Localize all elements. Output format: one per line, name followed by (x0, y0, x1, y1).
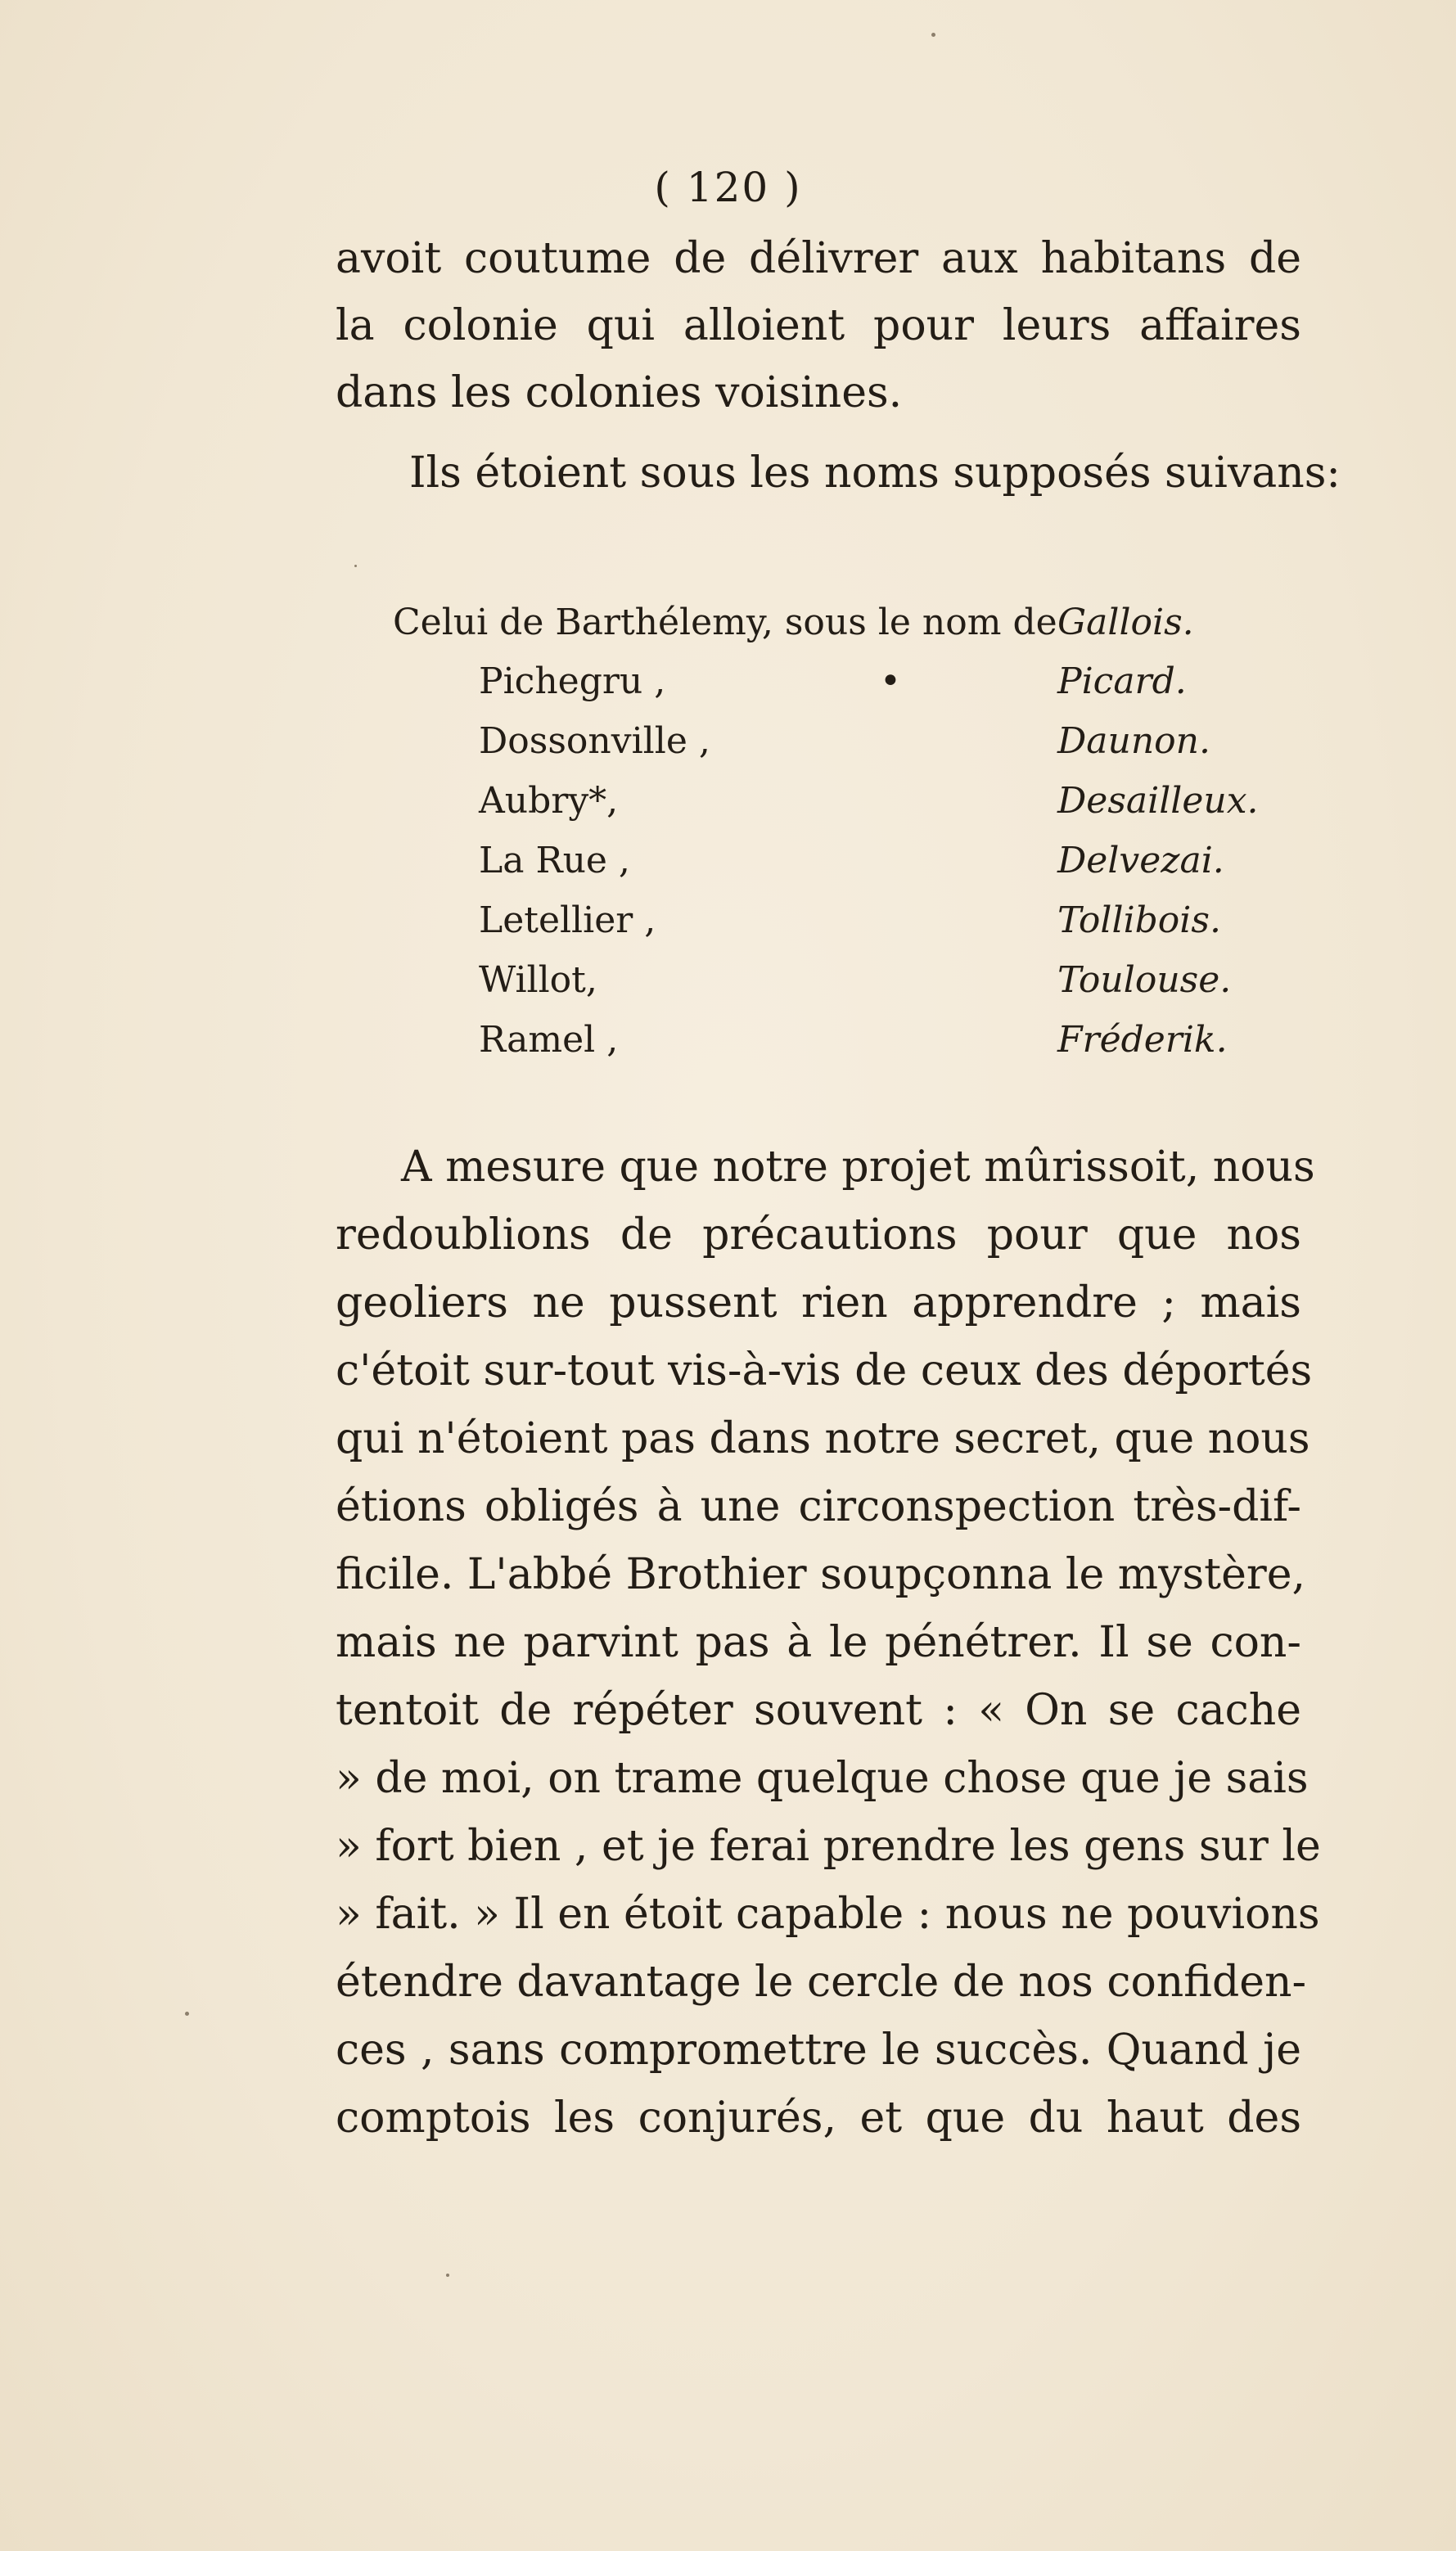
separator-dot: • (880, 660, 901, 702)
real-name: Celui de Barthélemy, sous le nom de (393, 602, 1057, 643)
assumed-name: Daunon. (1057, 720, 1210, 762)
text-line: étendre davantage le cercle de nos confiden- (336, 1958, 1307, 2007)
text-line: la colonie qui alloient pour leurs affaires (336, 301, 1301, 350)
assumed-name: Toulouse. (1057, 959, 1232, 1001)
text-line: dans les colonies voisines. (336, 368, 903, 417)
text-line: ficile. L'abbé Brothier soupçonna le mystère, (336, 1550, 1306, 1599)
assumed-name: Picard. (1057, 660, 1187, 702)
paper-speck (931, 33, 935, 37)
text-line: » fait. » Il en étoit capable : nous ne pouvions (336, 1890, 1320, 1939)
real-name: Pichegru , (479, 660, 666, 702)
text-line: avoit coutume de délivrer aux habitans de (336, 234, 1301, 283)
text-line: » fort bien , et je ferai prendre les gens sur le (336, 1822, 1321, 1871)
paper-speck (446, 2274, 449, 2277)
assumed-name: Desailleux. (1057, 780, 1259, 822)
page-number: ( 120 ) (654, 164, 802, 211)
text-line: comptois les conjurés, et que du haut des (336, 2094, 1301, 2143)
text-line: geoliers ne pussent rien apprendre ; mais (336, 1278, 1301, 1327)
alias-row (393, 1019, 1260, 1076)
real-name: Ramel , (479, 1019, 619, 1061)
alias-row (393, 959, 1260, 1016)
alias-row (393, 899, 1260, 957)
real-name: Dossonville , (479, 720, 710, 762)
paper-speck (354, 565, 357, 567)
real-name: Willot, (479, 959, 597, 1001)
text-line: qui n'étoient pas dans notre secret, que nous (336, 1414, 1310, 1463)
text-line: ces , sans compromettre le succès. Quand je (336, 2026, 1301, 2075)
alias-row (393, 602, 1260, 659)
assumed-name: Delvezai. (1057, 840, 1224, 881)
alias-row (393, 780, 1260, 837)
assumed-name: Tollibois. (1057, 899, 1221, 941)
text-line: c'étoit sur-tout vis-à-vis de ceux des déportés (336, 1346, 1313, 1395)
alias-row (393, 720, 1260, 777)
paper-speck (185, 2012, 189, 2016)
real-name: Aubry*, (479, 780, 619, 822)
real-name: La Rue , (479, 840, 630, 881)
alias-row (393, 840, 1260, 897)
text-line: tentoit de répéter souvent : « On se cache (336, 1686, 1301, 1735)
list-heading: Ils étoient sous les noms supposés suivans: (409, 448, 1341, 498)
real-name: Letellier , (479, 899, 656, 941)
text-line: étions obligés à une circonspection très-dif- (336, 1482, 1301, 1531)
text-line: redoublions de précautions pour que nos (336, 1210, 1301, 1260)
assumed-name: Fréderik. (1057, 1019, 1228, 1061)
text-line: » de moi, on trame quelque chose que je sais (336, 1754, 1309, 1803)
alias-row (393, 660, 1260, 718)
assumed-name: Gallois. (1057, 602, 1194, 643)
text-line: A mesure que notre projet mûrissoit, nous (401, 1143, 1315, 1192)
text-line: mais ne parvint pas à le pénétrer. Il se con- (336, 1618, 1301, 1667)
